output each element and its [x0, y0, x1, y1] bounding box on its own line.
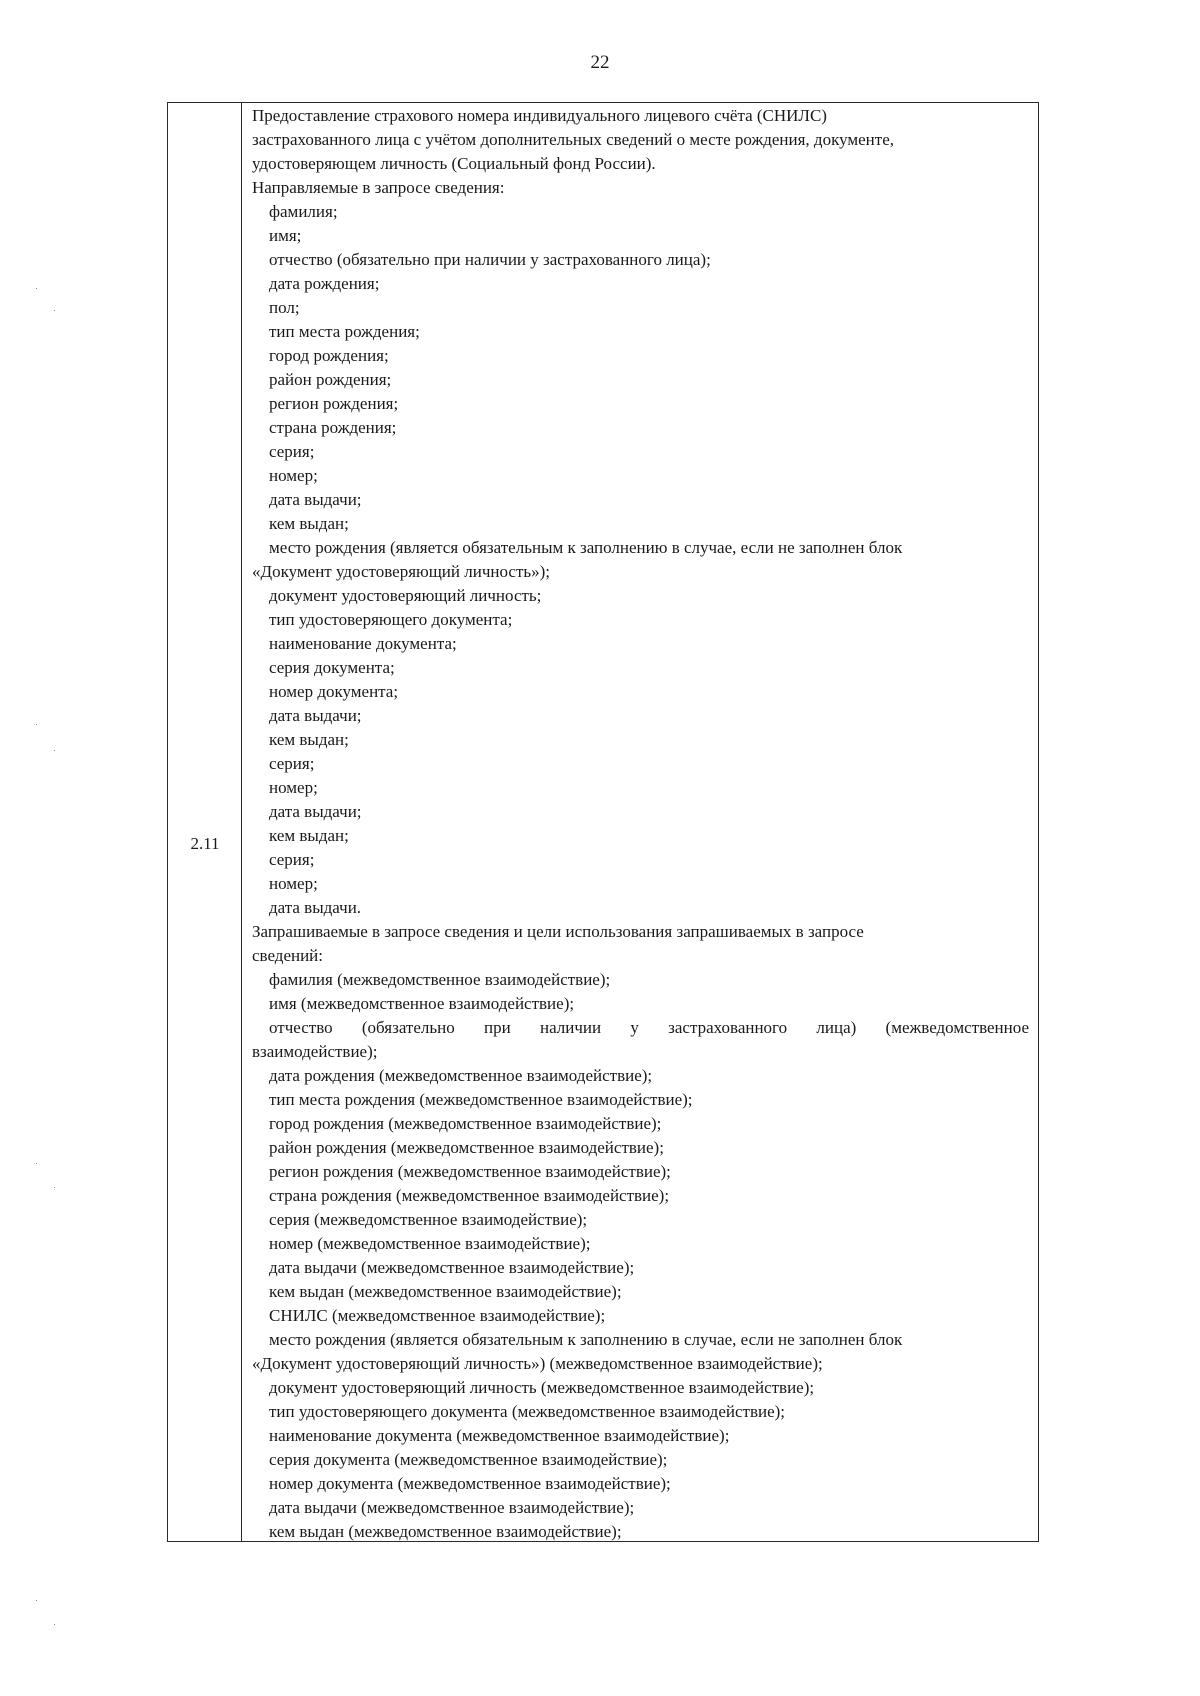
list-item: кем выдан;: [269, 730, 349, 749]
list-item: страна рождения;: [269, 418, 397, 437]
list-item-continuation: «Документ удостоверяющий личность») (межведомственное взаимодействие);: [252, 1354, 823, 1373]
scan-speck: [54, 750, 55, 751]
list-item: дата выдачи;: [269, 706, 362, 725]
list-item-text: отчество (обязательно при наличии у застрахованного лица) (межведомственное: [269, 1018, 1029, 1037]
list-item: номер документа (межведомственное взаимодействие);: [269, 1474, 671, 1493]
list-item: серия (межведомственное взаимодействие);: [269, 1210, 588, 1229]
row-number: 2.11: [190, 834, 220, 853]
list-item: кем выдан;: [269, 514, 349, 533]
sent-heading: Направляемые в запросе сведения:: [252, 178, 505, 197]
requested-heading-continuation: сведений:: [252, 946, 324, 965]
list-item-continuation: «Документ удостоверяющий личность»);: [252, 562, 551, 581]
list-item: фамилия;: [269, 202, 338, 221]
heading-line: застрахованного лица с учётом дополнительных сведений о месте рождения, документе,: [252, 130, 894, 149]
scan-speck: [36, 724, 37, 725]
heading-line: удостоверяющем личность (Социальный фонд России).: [252, 154, 656, 173]
scan-speck: [36, 288, 37, 289]
list-item: номер документа;: [269, 682, 399, 701]
scan-speck: [54, 1187, 55, 1188]
number-column: [168, 103, 242, 1541]
list-item: район рождения;: [269, 370, 392, 389]
list-item: документ удостоверяющий личность (межведомственное взаимодействие);: [269, 1378, 815, 1397]
list-item: серия;: [269, 850, 315, 869]
list-item: номер (межведомственное взаимодействие);: [269, 1234, 591, 1253]
list-item: место рождения (является обязательным к заполнению в случае, если не заполнен блок: [269, 538, 903, 557]
list-item: дата выдачи (межведомственное взаимодействие);: [269, 1498, 635, 1517]
list-item: серия документа (межведомственное взаимодействие);: [269, 1450, 668, 1469]
list-item: тип удостоверяющего документа (межведомственное взаимодействие);: [269, 1402, 785, 1421]
list-item: серия;: [269, 754, 315, 773]
content-column: [242, 103, 1037, 1541]
list-item: тип места рождения (межведомственное взаимодействие);: [269, 1090, 693, 1109]
list-item: серия документа;: [269, 658, 395, 677]
list-item: кем выдан (межведомственное взаимодействие);: [269, 1522, 622, 1541]
list-item: тип места рождения;: [269, 322, 420, 341]
list-item: место рождения (является обязательным к заполнению в случае, если не заполнен блок: [269, 1330, 903, 1349]
heading-line: Предоставление страхового номера индивидуального лицевого счёта (СНИЛС): [252, 106, 827, 125]
list-item: дата выдачи;: [269, 802, 362, 821]
list-item: тип удостоверяющего документа;: [269, 610, 513, 629]
list-item: кем выдан (межведомственное взаимодействие);: [269, 1282, 622, 1301]
scan-speck: [54, 1624, 55, 1625]
list-item: город рождения;: [269, 346, 389, 365]
list-item: дата рождения (межведомственное взаимодействие);: [269, 1066, 653, 1085]
list-item: дата выдачи (межведомственное взаимодействие);: [269, 1258, 635, 1277]
scan-speck: [54, 310, 55, 311]
list-item: регион рождения (межведомственное взаимодействие);: [269, 1162, 671, 1181]
list-item: дата выдачи;: [269, 490, 362, 509]
list-item: имя (межведомственное взаимодействие);: [269, 994, 575, 1013]
list-item: документ удостоверяющий личность;: [269, 586, 542, 605]
list-item: номер;: [269, 778, 318, 797]
requested-heading: Запрашиваемые в запросе сведения и цели использования запрашиваемых в запросе: [252, 922, 864, 941]
list-item: пол;: [269, 298, 300, 317]
list-item: фамилия (межведомственное взаимодействие);: [269, 970, 611, 989]
list-item: наименование документа (межведомственное взаимодействие);: [269, 1426, 730, 1445]
list-item: регион рождения;: [269, 394, 399, 413]
list-item: наименование документа;: [269, 634, 457, 653]
requested-list: [252, 968, 1029, 1544]
list-item: отчество (обязательно при наличии у застрахованного лица);: [269, 250, 711, 269]
list-item: страна рождения (межведомственное взаимодействие);: [269, 1186, 670, 1205]
list-item: кем выдан;: [269, 826, 349, 845]
list-item: серия;: [269, 442, 315, 461]
list-item: номер;: [269, 466, 318, 485]
service-heading: [252, 104, 1029, 176]
sent-list: [252, 200, 1029, 920]
list-item: дата рождения;: [269, 274, 380, 293]
list-item: район рождения (межведомственное взаимодействие);: [269, 1138, 664, 1157]
list-item: имя;: [269, 226, 302, 245]
list-item: город рождения (межведомственное взаимодействие);: [269, 1114, 662, 1133]
scan-speck: [36, 1163, 37, 1164]
list-item-continuation: взаимодействие);: [252, 1042, 378, 1061]
list-item: дата выдачи.: [269, 898, 362, 917]
list-item: [252, 1016, 1029, 1040]
scan-speck: [36, 1600, 37, 1601]
list-item: номер;: [269, 874, 318, 893]
document-table: [167, 102, 1039, 1542]
page-number: 22: [590, 52, 610, 73]
list-item: СНИЛС (межведомственное взаимодействие);: [269, 1306, 606, 1325]
